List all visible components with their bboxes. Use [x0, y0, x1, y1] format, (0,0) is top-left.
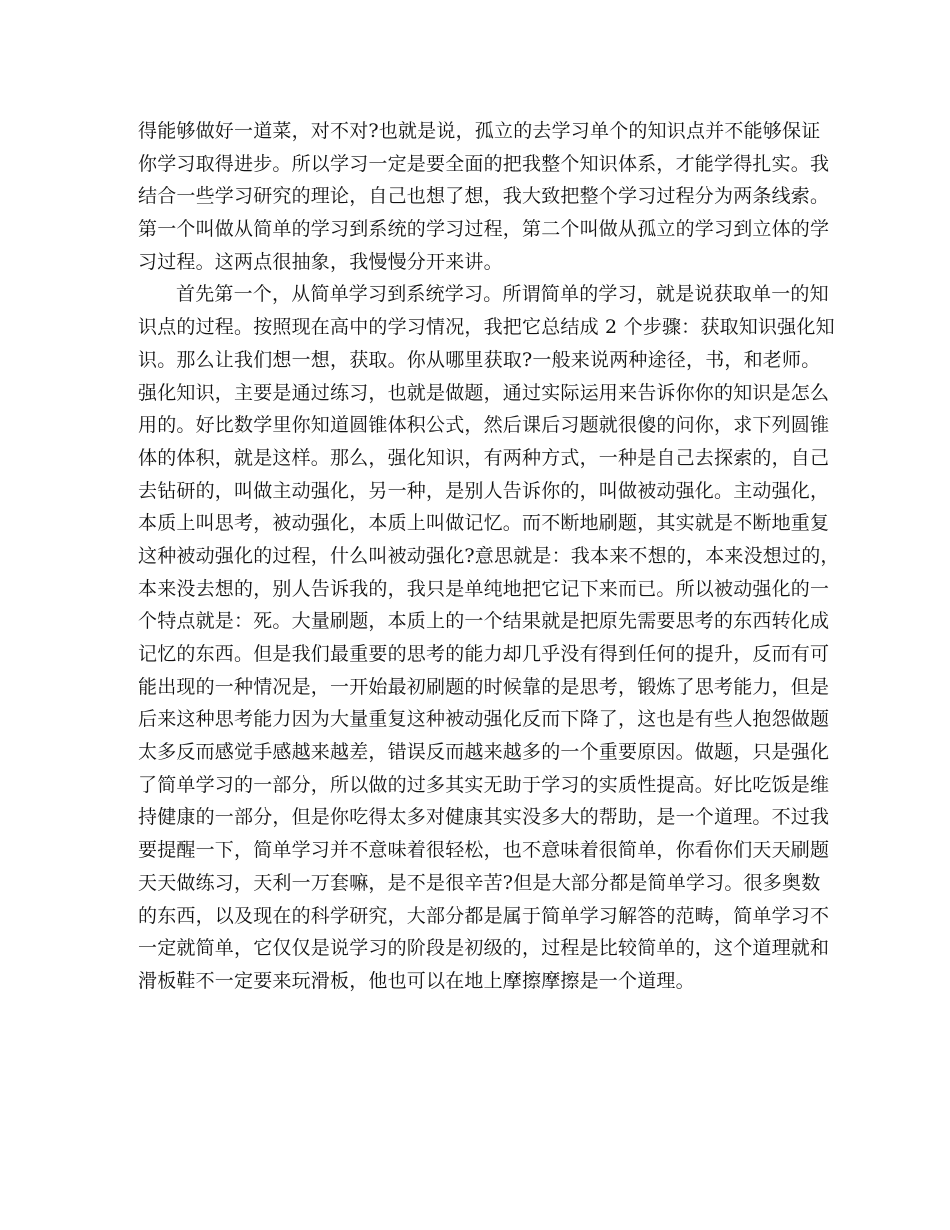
- text-line: 识点的过程。按照现在高中的学习情况，我把它总结成 2 个步骤：获取知识强化知: [138, 316, 835, 339]
- body-text: [138, 115, 840, 998]
- paragraph-first-line: 首先第一个，从简单学习到系统学习。所谓简单的学习，就是说获取单一的知: [176, 283, 829, 306]
- text-line: 这种被动强化的过程，什么叫被动强化?意思就是：我本来不想的，本来没想过的，: [138, 544, 840, 567]
- text-line: 个特点就是：死。大量刷题，本质上的一个结果就是把原先需要思考的东西转化成: [138, 610, 830, 633]
- text-line: 记忆的东西。但是我们最重要的思考的能力却几乎没有得到任何的提升，反而有可: [138, 643, 830, 665]
- text-line: 你学习取得进步。所以学习一定是要全面的把我整个知识体系，才能学得扎实。我: [138, 152, 830, 175]
- text-line: 持健康的一部分，但是你吃得太多对健康其实没多大的帮助，是一个道理。不过我: [138, 806, 830, 829]
- text-line: 识。那么让我们想一想，获取。你从哪里获取?一般来说两种途径，书，和老师。: [138, 348, 821, 371]
- text-line: 能出现的一种情况是，一开始最初刷题的时候靠的是思考，锻炼了思考能力，但是: [138, 675, 830, 698]
- text-line: 太多反而感觉手感越来越差，错误反而越来越多的一个重要原因。做题，只是强化: [138, 741, 830, 764]
- text-line: 天天做练习，天利一万套嘛，是不是很辛苦?但是大部分都是简单学习。很多奥数: [138, 871, 821, 894]
- text-line: 强化知识，主要是通过练习，也就是做题，通过实际运用来告诉你你的知识是怎么: [138, 381, 830, 404]
- text-line: 习过程。这两点很抽象，我慢慢分开来讲。: [138, 250, 503, 273]
- text-line: 去钻研的，叫做主动强化，另一种，是别人告诉你的，叫做被动强化。主动强化，: [138, 479, 830, 502]
- text-line: 了简单学习的一部分，所以做的过多其实无助于学习的实质性提高。好比吃饭是维: [138, 773, 830, 796]
- text-line: 用的。好比数学里你知道圆锥体积公式，然后课后习题就很傻的问你，求下列圆锥: [138, 414, 830, 437]
- text-line: 结合一些学习研究的理论，自己也想了想，我大致把整个学习过程分为两条线索。: [138, 185, 830, 208]
- text-line: 的东西，以及现在的科学研究，大部分都是属于简单学习解答的范畴，简单学习不: [138, 904, 830, 927]
- text-line: 滑板鞋不一定要来玩滑板，他也可以在地上摩擦摩擦是一个道理。: [138, 969, 695, 992]
- text-line: 要提醒一下，简单学习并不意味着很轻松，也不意味着很简单，你看你们天天刷题: [138, 839, 830, 862]
- text-line: 第一个叫做从简单的学习到系统的学习过程，第二个叫做从孤立的学习到立体的学: [138, 218, 830, 241]
- text-line: 一定就简单，它仅仅是说学习的阶段是初级的，过程是比较简单的，这个道理就和: [138, 937, 830, 960]
- text-line: 后来这种思考能力因为大量重复这种被动强化反而下降了，这也是有些人抱怨做题: [138, 708, 830, 731]
- text-line: 本来没去想的，别人告诉我的，我只是单纯地把它记下来而已。所以被动强化的一: [138, 577, 830, 600]
- text-line: 体的体积，就是这样。那么，强化知识，有两种方式，一种是自己去探索的，自己: [138, 446, 830, 469]
- text-line: 本质上叫思考，被动强化，本质上叫做记忆。而不断地刷题，其实就是不断地重复: [138, 512, 830, 535]
- text-line: 得能够做好一道菜，对不对?也就是说，孤立的去学习单个的知识点并不能够保证: [138, 120, 821, 142]
